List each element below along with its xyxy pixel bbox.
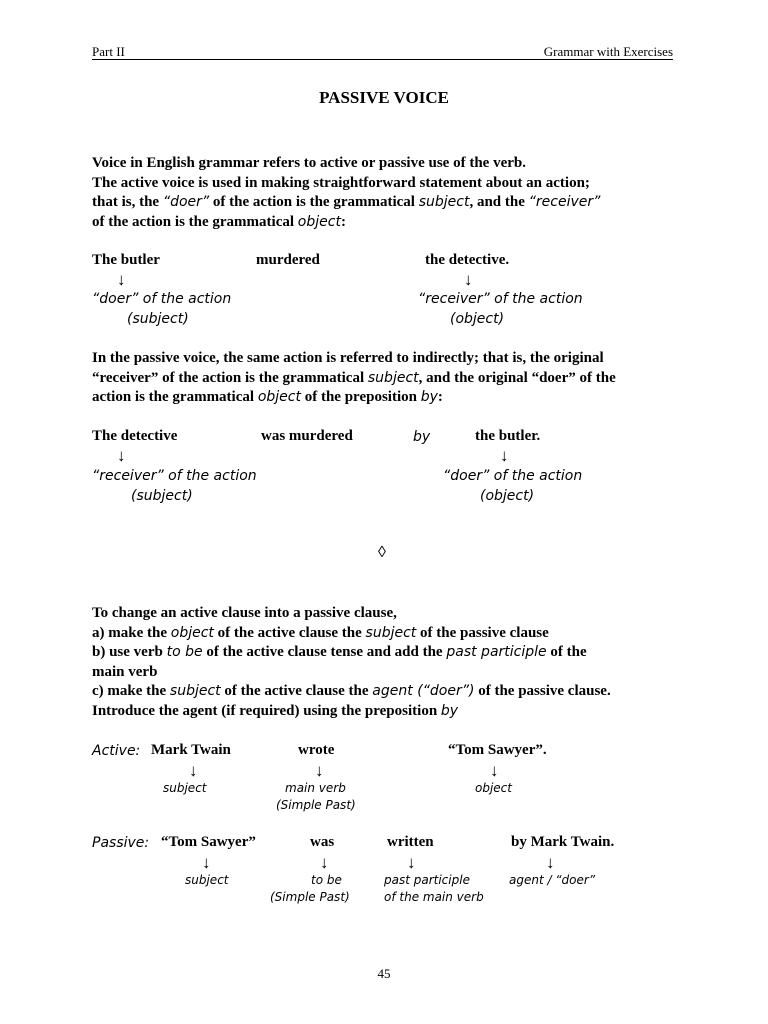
passive-annotation: to be — [311, 873, 342, 887]
active-label: Active: — [92, 743, 141, 759]
header-left: Part II — [92, 44, 125, 59]
example1-sublabel: (object) — [450, 311, 505, 327]
passive-annotation: (Simple Past) — [270, 890, 350, 904]
example2-word: was murdered — [261, 428, 353, 444]
down-arrow-icon: ↓ — [500, 446, 509, 465]
down-arrow-icon: ↓ — [189, 761, 198, 780]
intro-line: Voice in English grammar refers to active or passive use of the verb. — [92, 155, 526, 171]
active-annotation: object — [475, 781, 512, 795]
passive-word: was — [310, 834, 335, 850]
passive-line: In the passive voice, the same action is referred to indirectly; that is, the original — [92, 350, 604, 366]
passive-line: “receiver” of the action is the grammatical subject, and the original “doer” of the — [92, 369, 616, 386]
rules-line: Introduce the agent (if required) using the preposition by — [92, 702, 459, 719]
intro-line: of the action is the grammatical object: — [92, 213, 346, 230]
rules-paragraph — [92, 604, 611, 721]
down-arrow-icon: ↓ — [117, 446, 126, 465]
down-arrow-icon: ↓ — [490, 761, 499, 780]
active-word: Mark Twain — [151, 742, 231, 758]
rules-line: main verb — [92, 663, 158, 680]
rules-line: To change an active clause into a passive clause, — [92, 605, 397, 621]
example1-word: murdered — [256, 252, 320, 268]
passive-annotation: of the main verb — [384, 890, 484, 904]
passive-annotation: agent / “doer” — [509, 873, 596, 887]
down-arrow-icon: ↓ — [202, 853, 211, 872]
example2-word: by — [413, 429, 431, 445]
passive-annotation: subject — [185, 873, 229, 887]
page-number: 45 — [377, 966, 391, 981]
example1-label: “receiver” of the action — [418, 291, 583, 307]
page-title: PASSIVE VOICE — [319, 88, 449, 107]
example2-sublabel: (object) — [480, 488, 535, 504]
example1-sublabel: (subject) — [127, 311, 189, 327]
passive-label: Passive: — [92, 835, 150, 851]
header-right: Grammar with Exercises — [543, 44, 673, 59]
example2-label: “receiver” of the action — [92, 468, 257, 484]
down-arrow-icon: ↓ — [407, 853, 416, 872]
rules-line: b) use verb to be of the active clause tense and add the past participle of the — [92, 644, 587, 660]
active-word: “Tom Sawyer”. — [448, 742, 547, 758]
down-arrow-icon: ↓ — [315, 761, 324, 780]
active-annotation: main verb — [285, 781, 346, 795]
active-annotation: subject — [163, 781, 207, 795]
header-rule — [92, 59, 673, 60]
rules-line: a) make the object of the active clause the subject of the passive clause — [92, 624, 549, 641]
down-arrow-icon: ↓ — [117, 270, 126, 289]
passive-annotation: past participle — [384, 873, 470, 887]
example1-word: The butler — [92, 252, 160, 268]
down-arrow-icon: ↓ — [320, 853, 329, 872]
intro-line: that is, the “doer” of the action is the grammatical subject, and the “receiver” — [92, 194, 601, 210]
example2-word: the butler. — [475, 428, 541, 444]
intro-paragraph — [92, 154, 600, 232]
down-arrow-icon: ↓ — [546, 853, 555, 872]
example2-word: The detective — [92, 428, 178, 444]
example1-label: “doer” of the action — [92, 291, 232, 307]
passive-line: action is the grammatical object of the preposition by: — [92, 389, 443, 405]
passive-paragraph — [92, 349, 616, 408]
passive-word: written — [387, 834, 434, 850]
intro-line: The active voice is used in making straightforward statement about an action; — [92, 174, 590, 191]
rules-line: c) make the subject of the active clause the agent (“doer”) of the passive clause. — [92, 683, 611, 699]
active-word: wrote — [298, 742, 335, 758]
active-annotation: (Simple Past) — [276, 798, 356, 812]
example2-label: “doer” of the action — [443, 468, 583, 484]
passive-word: by Mark Twain. — [511, 834, 615, 850]
example2-sublabel: (subject) — [131, 488, 193, 504]
diamond-divider-icon: ◊ — [378, 544, 386, 561]
passive-word: “Tom Sawyer” — [161, 834, 256, 850]
example1-word: the detective. — [425, 252, 510, 268]
down-arrow-icon: ↓ — [464, 270, 473, 289]
